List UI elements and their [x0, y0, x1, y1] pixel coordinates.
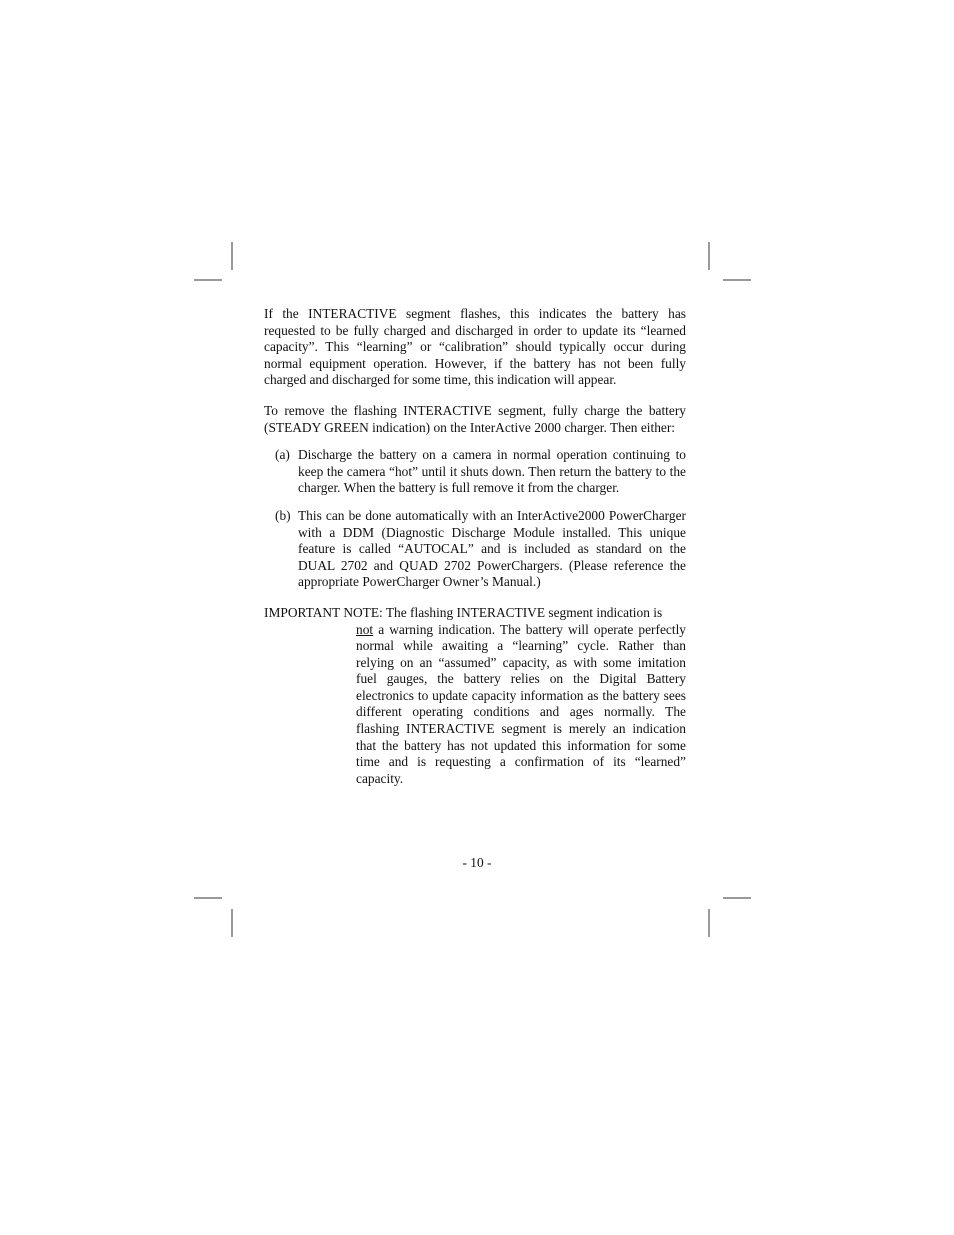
crop-mark-top-left-h: [194, 279, 222, 281]
page-body: [264, 306, 686, 787]
crop-mark-bottom-left-h: [194, 897, 222, 899]
list-item-a-text: Discharge the battery on a camera in normal operation continuing to keep the camera “hot” until it shuts down. Then return the battery to the charger. When the battery is full remove it from the charger.: [298, 447, 686, 496]
paragraph-interactive-flash: If the INTERACTIVE segment flashes, this indicates the battery has requested to be fully charged and discharged in order to update its “learned capacity”. This “learning” or “calibration” should typically occur during normal equipment operation. However, if the battery has not been fully charged and discharged for some time, this indication will appear.: [264, 306, 686, 388]
crop-mark-top-right-h: [723, 279, 751, 281]
important-note-underlined: not: [356, 621, 374, 637]
page-number: - 10 -: [462, 855, 492, 870]
crop-mark-bottom-right-h: [723, 897, 751, 899]
paragraph-remove-flash: To remove the flashing INTERACTIVE segment, fully charge the battery (STEADY GREEN indication) on the InterActive 2000 charger. Then either:: [264, 402, 686, 435]
list-item-b-text: This can be done automatically with an InterActive2000 PowerCharger with a DDM (Diagnostic Discharge Module installed. This unique feature is called “AUTOCAL” and is included as standard on the DUAL 2702 and QUAD 2702 PowerChargers. (Please reference the appropriate PowerCharger Owner’s Manual.): [298, 507, 686, 590]
crop-mark-bottom-left-v: [231, 909, 233, 937]
crop-mark-top-left-v: [231, 242, 233, 270]
list-item-b-label: (b): [275, 507, 291, 523]
list-item-a: [264, 447, 686, 497]
important-note-text: a warning indication. The battery will operate perfectly normal while awaiting a “learning” cycle. Rather than relying on an “assumed” capacity, as with some imitation fuel gauges, the battery relies on the Digital Battery electronics to update capacity information as the battery sees different operating conditions and ages normally. The flashing INTERACTIVE segment is merely an indication that the battery has not updated this information for some time and is requesting a confirmation of its “learned” capacity.: [356, 621, 686, 786]
crop-mark-bottom-right-v: [708, 909, 710, 937]
important-note-body: [356, 622, 686, 788]
crop-mark-top-right-v: [708, 242, 710, 270]
important-note-heading: IMPORTANT NOTE: The flashing INTERACTIVE segment indication is: [264, 604, 663, 620]
list-item-a-label: (a): [275, 447, 290, 463]
list-item-b: [264, 508, 686, 591]
